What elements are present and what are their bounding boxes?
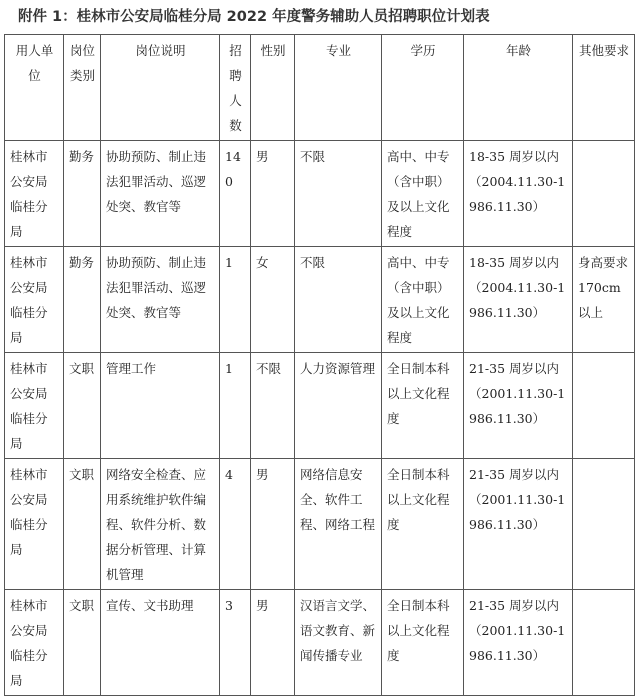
header-other: 其他要求 — [573, 35, 635, 141]
header-category: 岗位类别 — [64, 35, 101, 141]
document-title: 附件 1：桂林市公安局临桂分局 2022 年度警务辅助人员招聘职位计划表 — [18, 9, 490, 25]
cell-education: 全日制本科以上文化程度 — [382, 459, 464, 590]
cell-age: 18-35 周岁以内（2004.11.30-1986.11.30） — [464, 247, 573, 353]
cell-unit: 桂林市公安局临桂分局 — [5, 459, 64, 590]
cell-major: 汉语言文学、语文教育、新闻传播专业 — [295, 590, 382, 696]
cell-description: 宣传、文书助理 — [101, 590, 220, 696]
cell-category: 文职 — [64, 459, 101, 590]
cell-other: 身高要求 170cm 以上 — [573, 247, 635, 353]
cell-major: 不限 — [295, 247, 382, 353]
header-major: 专业 — [295, 35, 382, 141]
cell-unit: 桂林市公安局临桂分局 — [5, 353, 64, 459]
recruitment-plan-table — [4, 34, 635, 696]
cell-description: 协助预防、制止违法犯罪活动、巡逻处突、教官等 — [101, 247, 220, 353]
cell-description: 协助预防、制止违法犯罪活动、巡逻处突、教官等 — [101, 141, 220, 247]
cell-gender: 女 — [251, 247, 295, 353]
cell-unit: 桂林市公安局临桂分局 — [5, 141, 64, 247]
cell-education: 全日制本科以上文化程度 — [382, 353, 464, 459]
cell-count: 1 — [220, 353, 251, 459]
cell-age: 21-35 周岁以内（2001.11.30-1986.11.30） — [464, 590, 573, 696]
table-row — [5, 353, 635, 459]
cell-education: 高中、中专（含中职）及以上文化程度 — [382, 247, 464, 353]
cell-unit: 桂林市公安局临桂分局 — [5, 247, 64, 353]
cell-count: 140 — [220, 141, 251, 247]
header-count: 招聘人数 — [220, 35, 251, 141]
cell-major: 人力资源管理 — [295, 353, 382, 459]
table-row — [5, 141, 635, 247]
cell-category: 勤务 — [64, 247, 101, 353]
table-row — [5, 590, 635, 696]
cell-category: 文职 — [64, 353, 101, 459]
cell-major: 不限 — [295, 141, 382, 247]
cell-education: 全日制本科以上文化程度 — [382, 590, 464, 696]
cell-major: 网络信息安全、软件工程、网络工程 — [295, 459, 382, 590]
cell-gender: 男 — [251, 590, 295, 696]
table-row — [5, 247, 635, 353]
header-age: 年龄 — [464, 35, 573, 141]
cell-other — [573, 353, 635, 459]
cell-unit: 桂林市公安局临桂分局 — [5, 590, 64, 696]
cell-age: 18-35 周岁以内（2004.11.30-1986.11.30） — [464, 141, 573, 247]
cell-age: 21-35 周岁以内（2001.11.30-1986.11.30） — [464, 459, 573, 590]
cell-category: 文职 — [64, 590, 101, 696]
header-description: 岗位说明 — [101, 35, 220, 141]
header-gender: 性别 — [251, 35, 295, 141]
table-row — [5, 459, 635, 590]
cell-other — [573, 590, 635, 696]
cell-gender: 男 — [251, 141, 295, 247]
cell-category: 勤务 — [64, 141, 101, 247]
table-header-row — [5, 35, 635, 141]
cell-age: 21-35 周岁以内（2001.11.30-1986.11.30） — [464, 353, 573, 459]
cell-count: 3 — [220, 590, 251, 696]
cell-description: 管理工作 — [101, 353, 220, 459]
cell-gender: 男 — [251, 459, 295, 590]
header-unit: 用人单位 — [5, 35, 64, 141]
cell-count: 1 — [220, 247, 251, 353]
cell-education: 高中、中专（含中职）及以上文化程度 — [382, 141, 464, 247]
cell-description: 网络安全检查、应用系统维护软件编程、软件分析、数据分析管理、计算机管理 — [101, 459, 220, 590]
header-education: 学历 — [382, 35, 464, 141]
cell-other — [573, 141, 635, 247]
cell-other — [573, 459, 635, 590]
cell-gender: 不限 — [251, 353, 295, 459]
cell-count: 4 — [220, 459, 251, 590]
